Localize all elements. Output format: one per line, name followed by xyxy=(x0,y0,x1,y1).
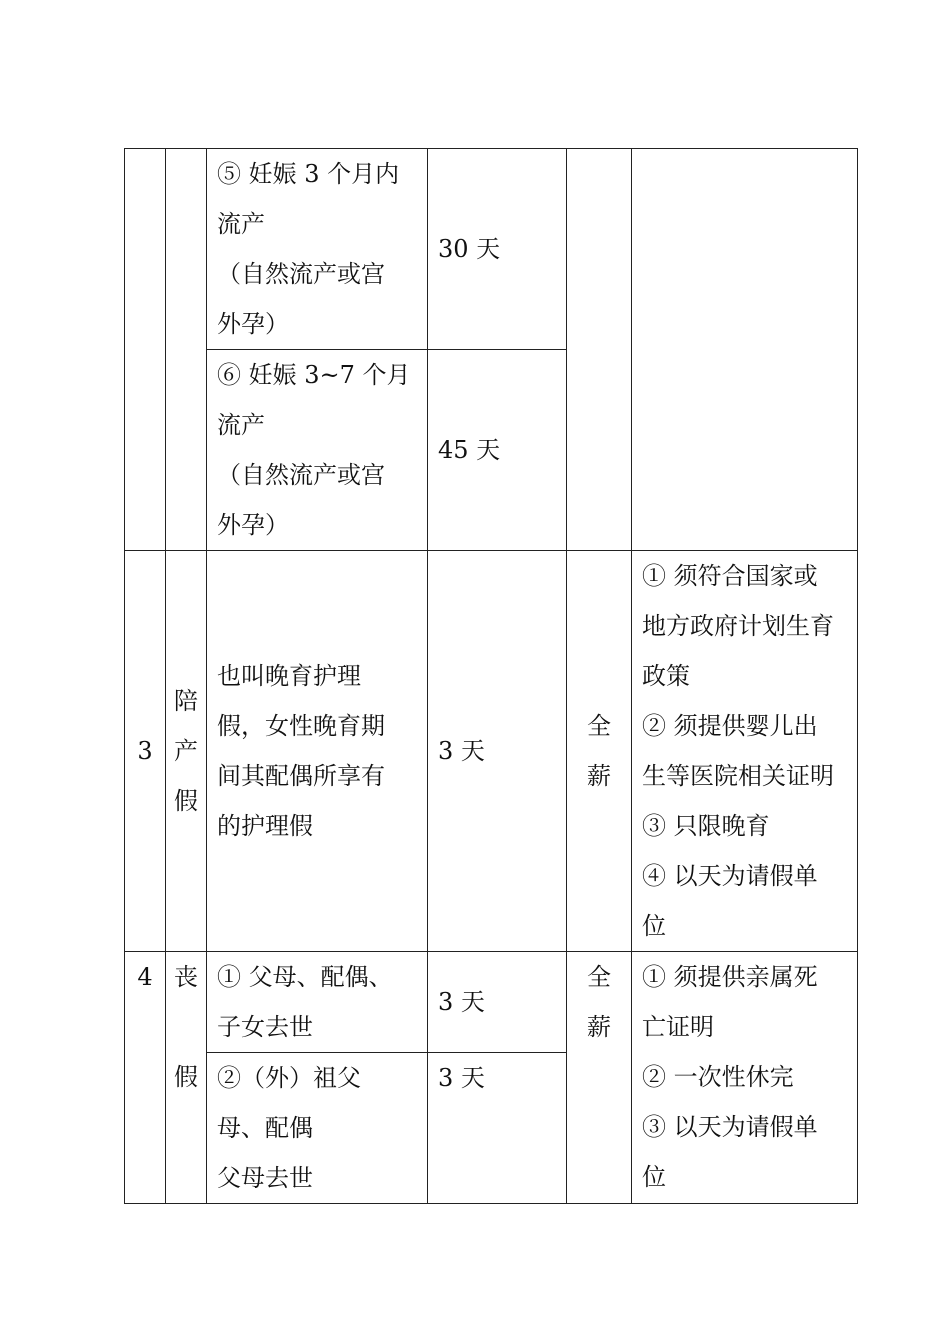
note-line: ④ 以天为请假单 xyxy=(642,862,818,890)
note-line: ① 须提供亲属死 xyxy=(642,963,818,991)
days-cell xyxy=(428,350,567,551)
description-line: 子女去世 xyxy=(217,1013,313,1041)
table-row xyxy=(125,952,858,1053)
notes-cell xyxy=(632,149,858,551)
pay-char: 全 xyxy=(587,712,611,740)
description-line: 也叫晚育护理 xyxy=(217,662,361,690)
days-value: 3 天 xyxy=(438,1064,485,1092)
leave-type-cell xyxy=(166,952,207,1204)
days-cell xyxy=(428,1053,567,1204)
note-line: ② 一次性休完 xyxy=(642,1063,794,1091)
description-line: 假，女性晚育期 xyxy=(217,712,385,740)
row-number: 4 xyxy=(137,963,153,991)
notes-cell xyxy=(632,952,858,1204)
description-line: ⑥ 妊娠 3~7 个月 xyxy=(217,361,411,389)
note-line: ② 须提供婴儿出 xyxy=(642,712,818,740)
row-number-cell xyxy=(125,149,166,551)
pay-cell xyxy=(567,149,632,551)
description-cell xyxy=(207,952,428,1053)
pay-cell xyxy=(567,551,632,952)
description-line: 的护理假 xyxy=(217,812,313,840)
leave-type-char: 陪 xyxy=(174,687,198,715)
description-line: 外孕） xyxy=(217,310,289,338)
table-row xyxy=(125,551,858,952)
leave-type-char: 产 xyxy=(174,737,198,765)
leave-policy-table xyxy=(124,148,858,1204)
days-cell xyxy=(428,952,567,1053)
leave-type-cell xyxy=(166,149,207,551)
description-line: ②（外）祖父 xyxy=(217,1064,361,1092)
table-row xyxy=(125,149,858,350)
description-line: 外孕） xyxy=(217,511,289,539)
leave-type-char: 假 xyxy=(174,1063,198,1091)
notes-cell xyxy=(632,551,858,952)
row-number-cell xyxy=(125,952,166,1204)
row-number: 3 xyxy=(137,737,153,765)
days-value: 3 天 xyxy=(438,737,485,765)
note-line: 亡证明 xyxy=(642,1013,714,1041)
note-line: 位 xyxy=(642,1163,666,1191)
note-line: 生等医院相关证明 xyxy=(642,762,834,790)
description-cell xyxy=(207,1053,428,1204)
description-cell xyxy=(207,551,428,952)
description-cell xyxy=(207,149,428,350)
description-line: 母、配偶 xyxy=(217,1114,313,1142)
pay-char: 全 xyxy=(587,963,611,991)
description-line: 流产 xyxy=(217,411,265,439)
row-number-cell xyxy=(125,551,166,952)
leave-type-char: 丧 xyxy=(174,963,198,991)
pay-char: 薪 xyxy=(587,762,611,790)
description-line: ⑤ 妊娠 3 个月内 xyxy=(217,160,400,188)
days-value: 30 天 xyxy=(438,235,501,263)
description-line: （自然流产或宫 xyxy=(217,461,385,489)
note-line: ③ 只限晚育 xyxy=(642,812,770,840)
note-line: ① 须符合国家或 xyxy=(642,562,818,590)
pay-char: 薪 xyxy=(587,1013,611,1041)
note-line: ③ 以天为请假单 xyxy=(642,1113,818,1141)
description-line: 父母去世 xyxy=(217,1164,313,1192)
note-line: 位 xyxy=(642,912,666,940)
days-value: 45 天 xyxy=(438,436,501,464)
days-cell xyxy=(428,149,567,350)
pay-cell xyxy=(567,952,632,1204)
note-line: 政策 xyxy=(642,662,690,690)
description-line: 间其配偶所享有 xyxy=(217,762,385,790)
note-line: 地方政府计划生育 xyxy=(642,612,834,640)
days-cell xyxy=(428,551,567,952)
leave-type-char: 假 xyxy=(174,787,198,815)
days-value: 3 天 xyxy=(438,988,485,1016)
description-line: ① 父母、配偶、 xyxy=(217,963,393,991)
description-line: （自然流产或宫 xyxy=(217,260,385,288)
leave-type-cell xyxy=(166,551,207,952)
description-cell xyxy=(207,350,428,551)
description-line: 流产 xyxy=(217,210,265,238)
